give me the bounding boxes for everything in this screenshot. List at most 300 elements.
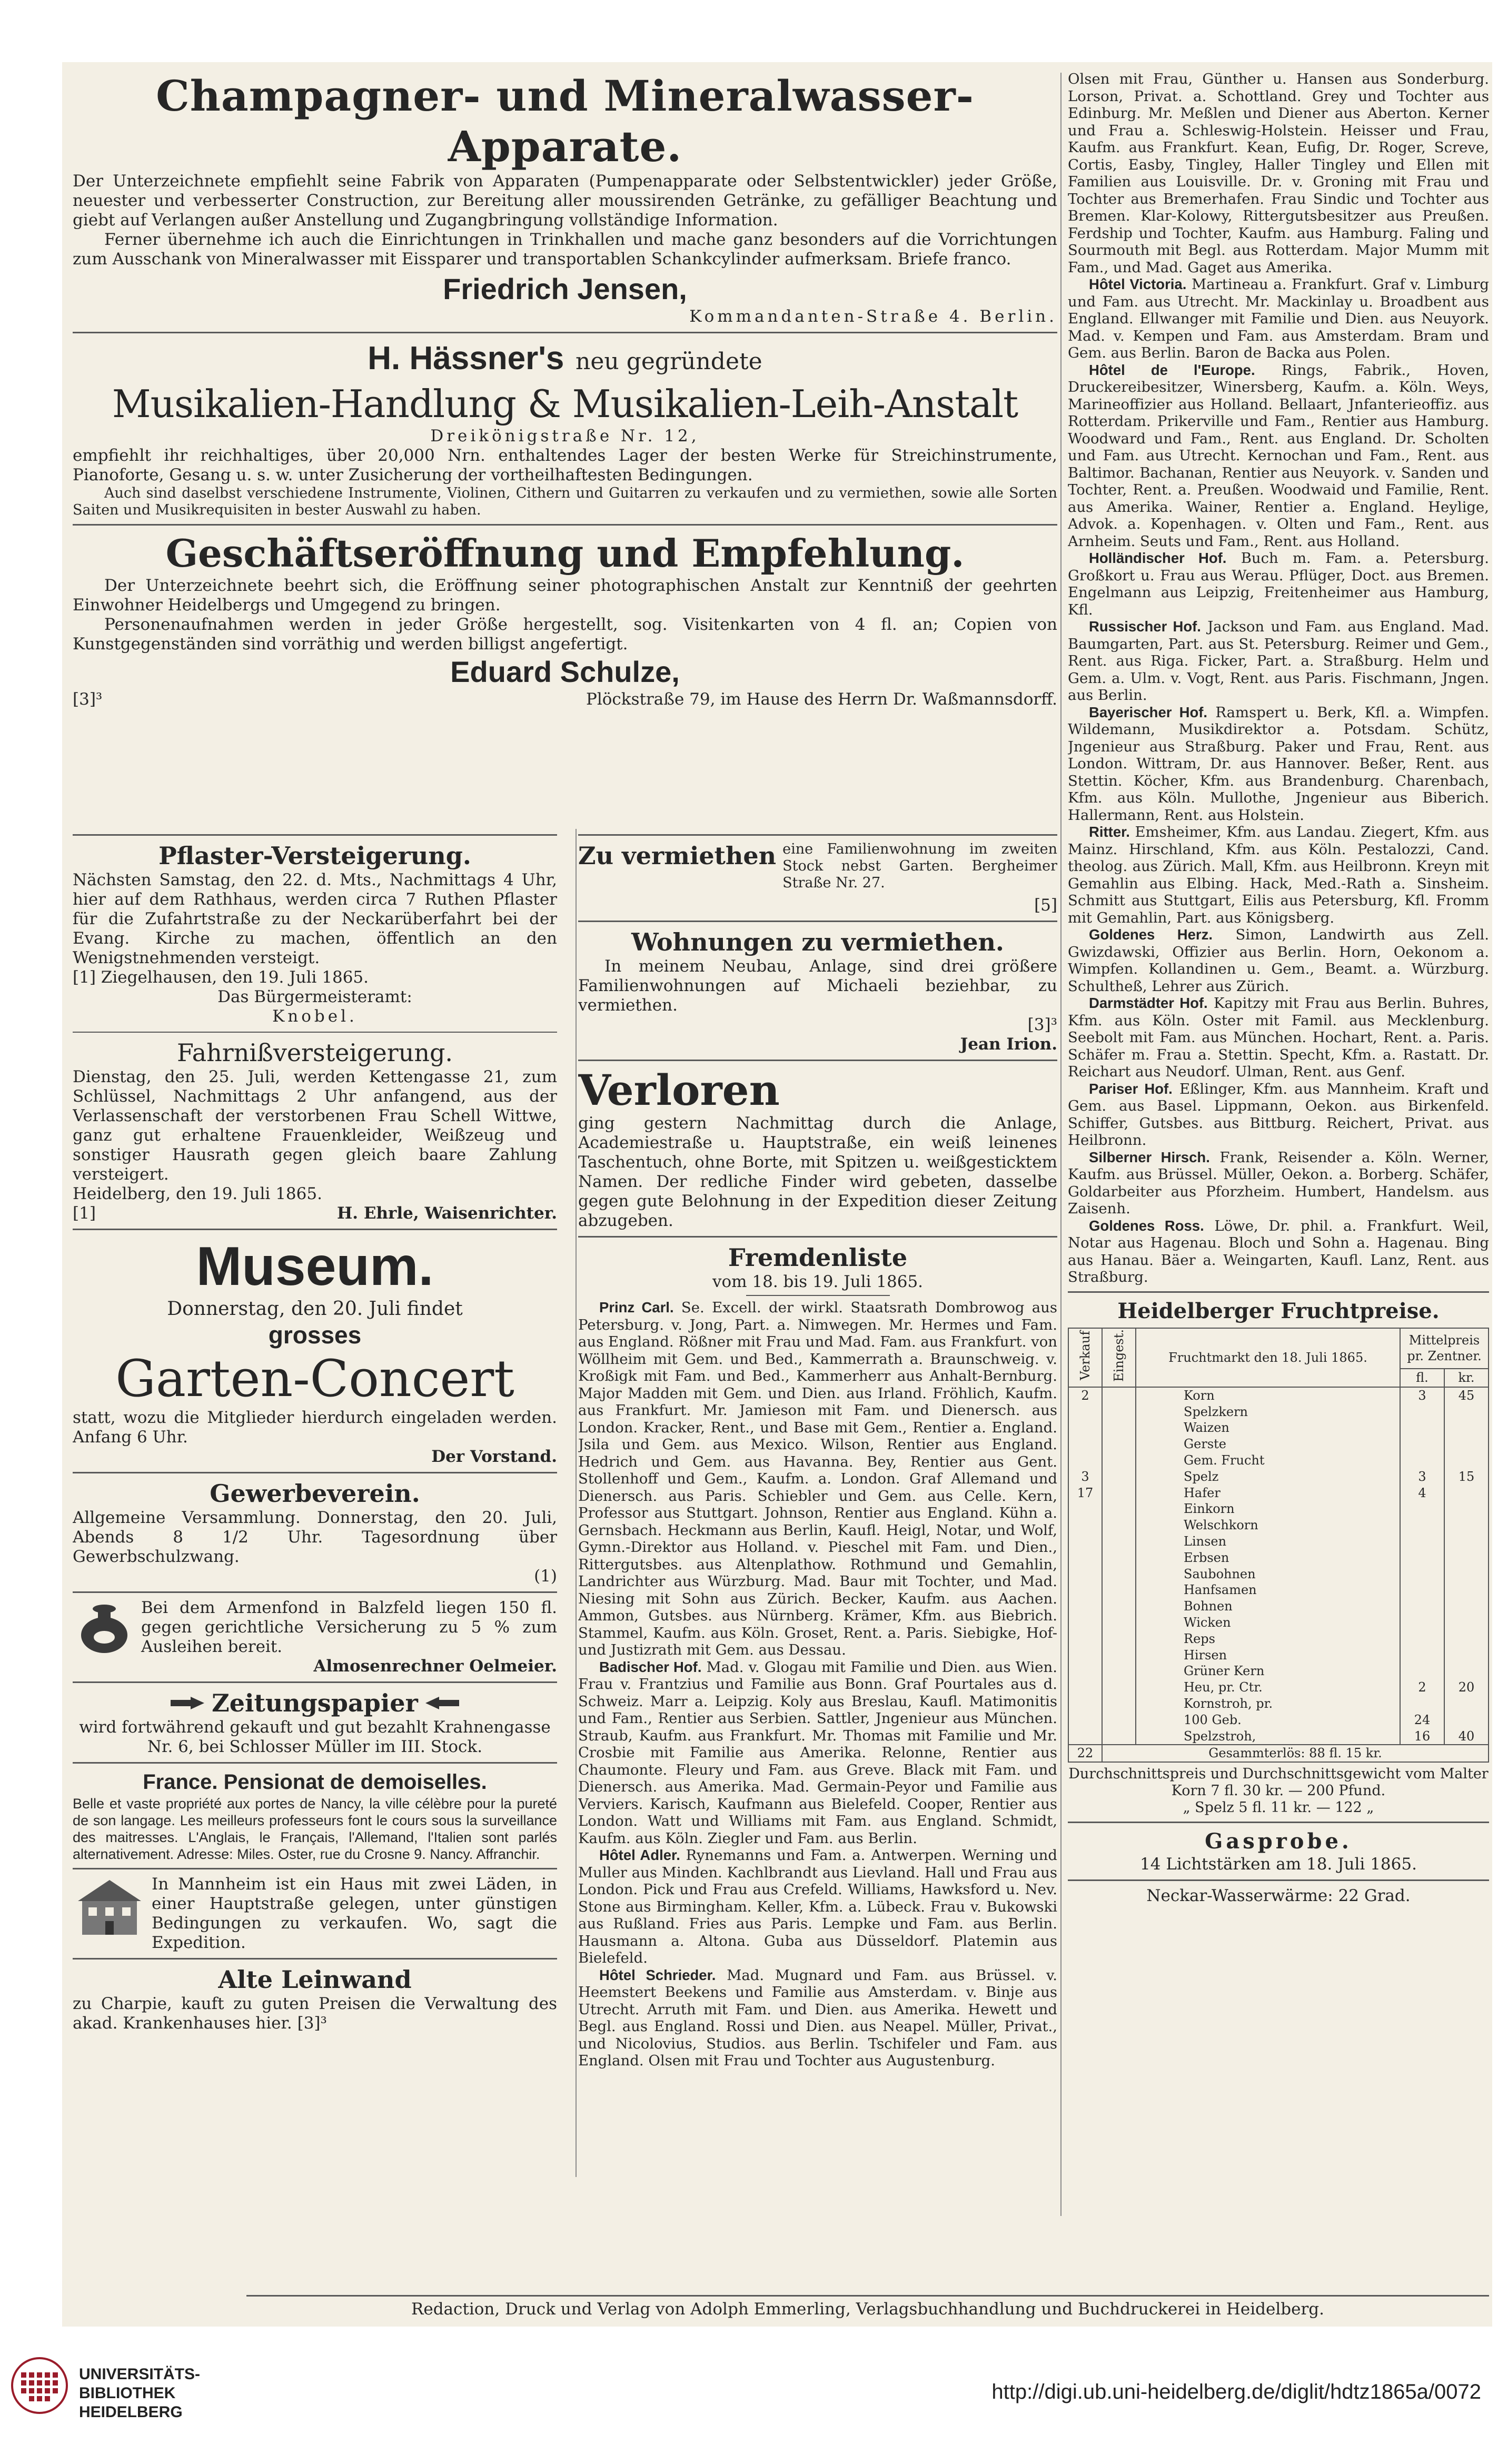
frucht-cell-eingest xyxy=(1102,1582,1136,1598)
pflaster-date-line xyxy=(73,968,557,987)
gewerbe-ad xyxy=(73,1479,557,1586)
column-rule xyxy=(1060,73,1062,2216)
fahrniss-ref: [1] xyxy=(73,1204,96,1223)
haessner-text-2: Auch sind daselbst verschiedene Instrumente, Violinen, Cithern und Guitarren zu verkaufen und zu vermiethen, sowie alle Sorten Saiten und Musikrequisiten in bester Auswahl zu haben. xyxy=(73,485,1057,518)
frucht-cell-fl xyxy=(1400,1501,1444,1517)
frucht-cell-verkauf: 2 xyxy=(1068,1387,1102,1404)
frucht-cell-eingest xyxy=(1102,1387,1136,1404)
vermiethen-text: eine Familienwohnung im zweiten Stock nebst Garten. Bergheimer Straße Nr. 27. xyxy=(782,841,1057,891)
fahrniss-title: Fahrnißversteigerung. xyxy=(176,1038,453,1067)
frucht-cell-eingest xyxy=(1102,1566,1136,1582)
fahrniss-text: Dienstag, den 25. Juli, werden Kettengasse 21, zum Schlüssel, Nachmittags 2 Uhr anfangend, aus der Verlassenschaft der verstorbenen Frau Schell Wittwe, ganz gut erhaltene Frauenkleider, Weißzeug und sonstiger Hausrath gegen gleich baare Zahlung versteigert. xyxy=(73,1067,557,1184)
frucht-cell-kr: 45 xyxy=(1444,1387,1489,1404)
frucht-row xyxy=(1068,1582,1489,1598)
fremden-entry xyxy=(578,1299,1057,1659)
divider xyxy=(578,1060,1057,1061)
frucht-cell-verkauf: 3 xyxy=(1068,1468,1102,1485)
museum-title: Museum. xyxy=(196,1236,434,1297)
frucht-cell-fl xyxy=(1400,1533,1444,1550)
schulze-address: Plöckstraße 79, im Hause des Herrn Dr. Waßmannsdorff. xyxy=(586,690,1057,709)
champagner-text-2: Ferner übernehme ich auch die Einrichtungen in Trinkhallen und mache ganz besonders auf die Vorrichtungen zum Ausschank von Mineralwasser mit Eissparer und transportablen Schankcylinder aufmerksam. Briefe franco. xyxy=(73,230,1057,269)
armenfond-text: Bei dem Armenfond in Balzfeld liegen 150 fl. gegen gerichtliche Versicherung zu 5 % zum Ausleihen bereit. xyxy=(141,1598,557,1656)
frucht-cell-name: Linsen xyxy=(1136,1533,1400,1550)
frucht-cell-eingest xyxy=(1102,1549,1136,1566)
guest-list: Emsheimer, Kfm. aus Landau. Ziegert, Kfm. aus Mainz. Hirschland, Kfm. aus Köln. Pestalozzi, Cand. theolog. aus Zürich. Mall, Kfm. aus Heilbronn. Kreyn mit Gemahlin aus Elbing. Hack, Med.-Rath a. Sinsheim. Schmitt aus Stuttgart, Eilis aus Petersburg, Kfl. Fromm mit Gemahlin, Part. aus Königsberg. xyxy=(1068,824,1489,926)
divider xyxy=(73,1229,557,1230)
fahrniss-ad xyxy=(73,1038,557,1223)
frucht-cell-kr xyxy=(1444,1663,1489,1679)
frucht-cell-name: Einkorn xyxy=(1136,1501,1400,1517)
frucht-cell-name: Heu, pr. Ctr. xyxy=(1136,1679,1400,1696)
hotel-name: Badischer Hof. xyxy=(599,1658,702,1675)
frucht-cell-kr xyxy=(1444,1403,1489,1420)
frucht-cell-kr: 40 xyxy=(1444,1728,1489,1745)
mannheim-ad xyxy=(73,1875,557,1953)
leinwand-body: zu Charpie, kauft zu guten Preisen die Verwaltung des akad. Krankenhauses hier. xyxy=(73,1994,557,2033)
frucht-cell-fl: 4 xyxy=(1400,1485,1444,1501)
schulze-text-1: Der Unterzeichnete beehrt sich, die Eröffnung seiner photographischen Anstalt zur Kenntniß der geehrten Einwohner Heidelbergs und Umgegend zu bringen. xyxy=(73,576,1057,615)
frucht-cell-verkauf xyxy=(1068,1403,1102,1420)
fremden-entry xyxy=(1068,550,1489,618)
leinwand-title: Alte Leinwand xyxy=(218,1965,412,1994)
schulze-ad xyxy=(73,531,1057,709)
wohnungen-ad xyxy=(578,927,1057,1054)
imprint-text: Redaction, Druck und Verlag von Adolph Emmerling, Verlagsbuchhandlung und Buchdruckerei in Heidelberg. xyxy=(411,2300,1324,2319)
guest-list: Jackson und Fam. aus England. Mad. Baumgarten, Part. aus St. Petersburg. Reimer und Gem., Rent. aus Riga. Ficker, Part. a. Straßburg. Helm und Gem. a. Ulm. v. Vogt, Rent. aus Paris. Fischmann, Jngen. aus Berlin. xyxy=(1068,618,1489,704)
frucht-row xyxy=(1068,1598,1489,1615)
frucht-row xyxy=(1068,1485,1489,1501)
frucht-cell-verkauf xyxy=(1068,1711,1102,1728)
pflaster-date: Ziegelhausen, den 19. Juli 1865. xyxy=(101,968,369,987)
frucht-cell-fl xyxy=(1400,1436,1444,1452)
haessner-title xyxy=(73,339,1057,381)
frucht-cell-fl xyxy=(1400,1630,1444,1647)
frucht-cell-eingest xyxy=(1102,1615,1136,1631)
frucht-cell-eingest xyxy=(1102,1517,1136,1533)
pflaster-title: Pflaster-Versteigerung. xyxy=(158,842,471,870)
vermiethen-ref: [5] xyxy=(1034,896,1057,915)
frucht-cell-fl xyxy=(1400,1615,1444,1631)
frucht-cell-verkauf xyxy=(1068,1582,1102,1598)
frucht-cell-name: Hanfsamen xyxy=(1136,1582,1400,1598)
frucht-cell-verkauf xyxy=(1068,1696,1102,1712)
frucht-cell-verkauf xyxy=(1068,1533,1102,1550)
haessner-street: Dreikönigstraße Nr. 12, xyxy=(430,427,700,446)
divider xyxy=(73,1032,557,1033)
fremdenliste-date: vom 18. bis 19. Juli 1865. xyxy=(712,1272,924,1291)
pflaster-ad xyxy=(73,841,557,1026)
frucht-cell-fl: 24 xyxy=(1400,1711,1444,1728)
haessner-title-2: Musikalien-Handlung & Musikalien-Leih-Anstalt xyxy=(112,382,1018,426)
champagner-ad xyxy=(73,71,1057,326)
frucht-cell-kr xyxy=(1444,1566,1489,1582)
frucht-cell-eingest xyxy=(1102,1485,1136,1501)
pflaster-office: Das Bürgermeisteramt: xyxy=(217,987,412,1006)
hotel-name: Goldenes Ross. xyxy=(1089,1217,1204,1234)
frucht-cell-eingest xyxy=(1102,1468,1136,1485)
guest-list: Buch m. Fam. a. Petersburg. Großkort u. Frau aus Werau. Pflüger, Doct. aus Bremen. Engelmann aus Leipzig, Freitenheimer aus Hamburg, Kfl. xyxy=(1068,550,1489,618)
hotel-name: Hôtel Victoria. xyxy=(1089,276,1187,292)
divider xyxy=(73,1591,557,1593)
hotel-name: Hôtel Schrieder. xyxy=(599,1966,716,1983)
frucht-cell-eingest xyxy=(1102,1598,1136,1615)
wohnungen-title: Wohnungen zu vermiethen. xyxy=(631,928,1004,956)
frucht-cell-fl xyxy=(1400,1452,1444,1469)
pflaster-signer: Knobel. xyxy=(272,1007,358,1026)
divider xyxy=(73,1958,557,1960)
frucht-cell-eingest xyxy=(1102,1501,1136,1517)
fremden-entry xyxy=(1068,71,1489,276)
library-name-1: UNIVERSITÄTS- xyxy=(79,2366,201,2383)
wohnungen-signer: Jean Irion. xyxy=(960,1035,1057,1054)
frucht-cell-kr xyxy=(1444,1615,1489,1631)
frucht-row xyxy=(1068,1403,1489,1420)
frucht-row xyxy=(1068,1728,1489,1745)
divider xyxy=(73,332,1057,333)
frucht-row xyxy=(1068,1647,1489,1663)
fremden-entry xyxy=(1068,1149,1489,1218)
divider xyxy=(1068,1822,1489,1823)
frucht-cell-fl xyxy=(1400,1549,1444,1566)
gasprobe-section xyxy=(1068,1828,1489,1874)
frucht-row xyxy=(1068,1436,1489,1452)
haessner-ad xyxy=(73,339,1057,519)
frucht-cell-name: Spelz xyxy=(1136,1468,1400,1485)
hotel-name: Darmstädter Hof. xyxy=(1089,995,1208,1011)
frucht-spelz: „ Spelz 5 fl. 11 kr. — 122 „ xyxy=(1183,1799,1374,1816)
hotel-name: Prinz Carl. xyxy=(599,1299,674,1315)
frucht-cell-kr xyxy=(1444,1436,1489,1452)
divider xyxy=(73,834,557,836)
pflaster-ref: [1] xyxy=(73,968,96,987)
guest-list: Frank, Reisender a. Köln. Werner, Kaufm. aus Brüssel. Müller, Oekon. a. Borberg. Schäfer, Goldarbeiter aus Pforzheim. Humbert, Handelsm. aus Zaisenh. xyxy=(1068,1149,1489,1217)
divider xyxy=(578,1236,1057,1238)
frucht-cell-name: Bohnen xyxy=(1136,1598,1400,1615)
divider xyxy=(1068,1291,1489,1293)
museum-concert: Garten-Concert xyxy=(115,1349,514,1408)
fremden-entry xyxy=(1068,276,1489,362)
haessner-subtitle: neu gegründete xyxy=(576,348,762,375)
pointing-hand-icon xyxy=(170,1693,206,1714)
frucht-cell-name: Saubohnen xyxy=(1136,1566,1400,1582)
frucht-cell-kr: 15 xyxy=(1444,1468,1489,1485)
frucht-cell-kr xyxy=(1444,1452,1489,1469)
armenfond-signer: Almosenrechner Oelmeier. xyxy=(313,1657,557,1676)
frucht-cell-verkauf xyxy=(1068,1501,1102,1517)
library-logo xyxy=(11,2346,232,2451)
frucht-row xyxy=(1068,1615,1489,1631)
frucht-row xyxy=(1068,1387,1489,1404)
divider xyxy=(73,1681,557,1683)
hotel-name: Bayerischer Hof. xyxy=(1089,704,1208,720)
frucht-col-mittel: Mittelpreis pr. Zentner. xyxy=(1400,1328,1489,1369)
guest-list: Ramspert u. Berk, Kfl. a. Wimpfen. Wildemann, Musikdirektor a. Potsdam. Schütz, Jngenieur aus Straßburg. Paker und Frau, Rent. aus London. Wittram, Dr. aus Hannover. Beßer, Rent. aus Stettin. Köcher, Kfm. aus Brandenburg. Charenbach, Kfm. aus Köln. Mullothe, Jngenieur aus Biberich. Hallermann, Rent. aus Holstein. xyxy=(1068,704,1489,824)
gewerbe-ref: (1) xyxy=(534,1567,557,1586)
vermiethen-ad xyxy=(578,841,1057,892)
zeitung-ad xyxy=(73,1688,557,1757)
fahrniss-date: Heidelberg, den 19. Juli 1865. xyxy=(73,1184,322,1203)
frucht-cell-name: Hafer xyxy=(1136,1485,1400,1501)
hotel-name: Goldenes Herz. xyxy=(1089,926,1213,943)
frucht-cell-name: Wicken xyxy=(1136,1615,1400,1631)
guest-list: Mad. Mugnard und Fam. aus Brüssel. v. Heemstert Beekens und Familie aus Amsterdam. v. Binje aus Utrecht. Arruth mit Fam. und Dien. aus Amerika. Hewett und Begl. aus England. Rossi und Dien. aus Neapel. Müller, Privat., und Nicolovius, Studios. aus Berlin. Tschifeler und Fam. aus England. Olsen mit Frau und Tochter aus Augustenburg. xyxy=(578,1966,1057,2069)
frucht-cell-verkauf xyxy=(1068,1679,1102,1696)
guest-list: Se. Excell. der wirkl. Staatsrath Dombrowog aus Petersburg. v. Jong, Part. a. Nimwegen. Mr. Hermes und Fam. aus England. Rößner mit Frau und Mad. Fam. aus Frankfurt. von Wöllheim mit Gem. und Bed., Kammerrath a. Braunschweig. v. Kroßigk mit Fam. und Bed., Kammerherr aus Anhalt-Bernburg. Major Madden mit Gem. und Dien. aus Irland. Fröhlich, Kaufm. aus Frankfurt. Mr. Jamieson mit Fam. und Dienersch. aus London. Kracker, Rent., und Base mit Gem., Rentier a. England. Jsila und Gem. aus Mexico. Wilson, Rentier aus England. Hedrich und Gem. aus Havanna. Bey, Rentier aus Gent. Stollenhoff und Gem., Kaufm. a. London. Graf Allemand und Dienersch. aus Paris. Schiebler und Gem. aus Celle. Kern, Professor aus Stuttgart. Johnson, Rentier aus England. Kühn a. Gernsbach. Heckmann aus Berlin, Kaufl. Heigl, Notar, und Wolf, Gymn.-Direktor aus Holland. v. Pieschel mit Fam. und Dien., Rittergutsbes. aus Altenplathow. Rothmund und Gemahlin, Landrichter aus Würzburg. Mad. Baur mit Tochter, und Mad. Niesing mit Sohn aus Zürich. Becker, Kaufm. aus Aachen. Ammon, Gutsbes. aus Nürnberg. Krämer, Kfm. aus Biebrich. Stammel, Kaufm. aus Köln. Groset, Rent. a. Paris. Siebigke, Hof- und Justizrath mit Gem. aus Dessau. xyxy=(578,1299,1057,1658)
left-subcolumn-a xyxy=(73,829,557,2203)
frucht-cell-eingest xyxy=(1102,1420,1136,1436)
haessner-text-1: empfiehlt ihr reichhaltiges, über 20,000 Nrn. enthaltendes Lager der besten Werke für Streichinstrumente, Pianoforte, Gesang u. s. w. unter Zusicherung der vortheilhaftesten Bedingungen. xyxy=(73,446,1057,484)
zeitung-text: wird fortwährend gekauft und gut bezahlt Krahnengasse Nr. 6, bei Schlosser Müller im III. Stock. xyxy=(79,1718,551,1756)
frucht-cell-name: Korn xyxy=(1136,1387,1400,1404)
frucht-row xyxy=(1068,1533,1489,1550)
frucht-cell-fl xyxy=(1400,1517,1444,1533)
verloren-ad xyxy=(578,1066,1057,1231)
frucht-cell-kr xyxy=(1444,1501,1489,1517)
frucht-table xyxy=(1068,1328,1489,1763)
frucht-cell-kr xyxy=(1444,1533,1489,1550)
guest-list: Simon, Landwirth aus Zell. Gwizdawski, Offizier aus Berlin. Horn, Oekonom a. Wimpfen. Kollandinen u. Gem., Beamt. a. Würzburg. Schultheß, Lehrer aus Zürich. xyxy=(1068,926,1489,995)
pointing-hand-icon xyxy=(423,1693,460,1714)
frucht-cell-name: Kornstroh, pr. xyxy=(1136,1696,1400,1712)
frucht-cell-name: Waizen xyxy=(1136,1420,1400,1436)
frucht-cell-eingest xyxy=(1102,1679,1136,1696)
page-url[interactable]: http://digi.ub.uni-heidelberg.de/diglit/hdtz1865a/0072 xyxy=(991,2380,1481,2403)
frucht-title: Heidelberger Fruchtpreise. xyxy=(1117,1298,1440,1323)
frucht-col-markt: Fruchtmarkt den 18. Juli 1865. xyxy=(1136,1328,1400,1387)
right-column xyxy=(1068,71,1489,2230)
house-icon xyxy=(73,1875,146,1938)
armenfond-ad xyxy=(73,1598,557,1676)
guest-list: Rings, Fabrik., Hoven, Druckereibesitzer, Winersberg, Kaufm. a. Köln. Weys, Marineoffizier aus Holland. Bellaart, Jnfanterieoffiz. aus Rotterdam. Prikerville und Fam., Rentier aus Hamburg. Woodward und Fam., Rent. aus England. Dr. Scholten und Fam. aus Utrecht. Kernochan und Fam., Rent. aus Baltimor. Bachanan, Rentier aus Neuyork. v. Sanden und Tochter, Rent. a. Preußen. Woodwaid und Familie, Rent. aus Amerika. Wainer, Rentier a. England. Heylige, Advok. a. Kopenhagen. v. Olten und Fam., Rent. aus Arnheim. Seuts und Fam., Rent. aus Holland. xyxy=(1068,361,1489,550)
frucht-col-verkauf-label: Verkauf xyxy=(1078,1331,1093,1380)
divider xyxy=(246,2295,1489,2297)
frucht-cell-fl xyxy=(1400,1582,1444,1598)
frucht-cell-verkauf xyxy=(1068,1598,1102,1615)
leinwand-ref: [3]³ xyxy=(297,2014,327,2033)
museum-grosses: grosses xyxy=(268,1321,362,1349)
fremdenliste-entries xyxy=(578,1299,1057,2070)
frucht-cell-name: Erbsen xyxy=(1136,1549,1400,1566)
frucht-row xyxy=(1068,1420,1489,1436)
gewerbe-title: Gewerbeverein. xyxy=(210,1479,420,1508)
frucht-unit-fl: fl. xyxy=(1400,1369,1444,1387)
frucht-cell-eingest xyxy=(1102,1728,1136,1745)
left-column xyxy=(73,71,1057,2203)
frucht-cell-verkauf xyxy=(1068,1647,1102,1663)
left-subcolumn-b xyxy=(578,829,1057,2203)
frucht-cell-kr xyxy=(1444,1517,1489,1533)
champagner-name: Friedrich Jensen, xyxy=(443,272,687,305)
frucht-row xyxy=(1068,1711,1489,1728)
money-bag-icon xyxy=(73,1598,136,1656)
frucht-cell-kr xyxy=(1444,1582,1489,1598)
divider xyxy=(1068,1879,1489,1881)
zeitung-title: Zeitungspapier xyxy=(212,1689,418,1717)
fremden-entry xyxy=(578,1659,1057,1847)
frucht-row xyxy=(1068,1452,1489,1469)
wohnungen-ref: [3]³ xyxy=(1027,1015,1057,1034)
frucht-cell-verkauf xyxy=(1068,1630,1102,1647)
france-title: France. Pensionat de demoiselles. xyxy=(143,1770,487,1794)
frucht-cell-verkauf xyxy=(1068,1436,1102,1452)
library-name-2: BIBLIOTHEK xyxy=(79,2384,176,2402)
hotel-name: Holländischer Hof. xyxy=(1089,550,1227,566)
frucht-cell-eingest xyxy=(1102,1696,1136,1712)
frucht-cell-eingest xyxy=(1102,1711,1136,1728)
verloren-text: ging gestern Nachmittag durch die Anlage, Academiestraße u. Hauptstraße, ein weiß leinenes Taschentuch, ohne Borte, mit Spitzen u. weißgesticktem Namen. Der redliche Finder wird gebeten, dasselbe gegen gute Belohnung in der Expedition dieser Zeitung abzugeben. xyxy=(578,1114,1057,1230)
frucht-unit-kr: kr. xyxy=(1444,1369,1489,1387)
vermiethen-title: Zu vermiethen xyxy=(578,842,777,870)
column-rule xyxy=(576,829,577,2177)
hotel-name: Hôtel Adler. xyxy=(599,1847,680,1863)
frucht-cell-kr xyxy=(1444,1549,1489,1566)
frucht-cell-name: Hirsen xyxy=(1136,1647,1400,1663)
frucht-cell-fl xyxy=(1400,1566,1444,1582)
newspaper-page xyxy=(62,62,1492,2327)
frucht-row xyxy=(1068,1663,1489,1679)
fahrniss-signer: H. Ehrle, Waisenrichter. xyxy=(336,1204,557,1223)
frucht-cell-name: Gem. Frucht xyxy=(1136,1452,1400,1469)
fremden-entry xyxy=(1068,1081,1489,1149)
mannheim-text: In Mannheim ist ein Haus mit zwei Läden, in einer Hauptstraße gelegen, unter günstigen Bedingungen zu verkaufen. Wo, sagt die Expedition. xyxy=(152,1875,557,1952)
frucht-total-verkauf: 22 xyxy=(1068,1745,1102,1762)
guest-list: Mad. v. Glogau mit Familie und Dien. aus Wien. Frau v. Frantzius und Familie aus Bonn. Graf Pourtales aus d. Schweiz. Marr a. Leipzig. Koly aus Breslau, Kaufl. Matimonitis und Fam., Rentier aus Serbien. Sattler, Jngenieur aus München. Straub, Kaufm. aus Frankfurt. Mr. Thomas mit Familie und Mr. Crosbie mit Familie aus Amerika. Relonne, Rentier aus Chaumonte. Fleury und Fam. aus Greve. Black mit Fam. und Dienersch. aus Amerika. Mad. Germain-Peyor und Familie aus Verviers. Karisch, Kaufmann aus Bielefeld. Cooper, Rentier aus London. Watt und Williams mit Fam. aus England. Schmidt, Kaufm. aus Köln. Ziegler und Fam. aus Berlin. xyxy=(578,1658,1057,1847)
champagner-text-1: Der Unterzeichnete empfiehlt seine Fabrik von Apparaten (Pumpenapparate oder Selbstentwickler) jeder Größe, neuester und verbesserter Construction, zur Bereitung aller moussirenden Getränke, zu gefälliger Beachtung und giebt auf Verlangen außer Anstellung und Zugangbringung vollständige Information. xyxy=(73,172,1057,230)
museum-line-1: Donnerstag, den 20. Juli findet xyxy=(167,1298,463,1320)
imprint xyxy=(246,2295,1489,2319)
frucht-cell-fl: 3 xyxy=(1400,1468,1444,1485)
france-text: Belle et vaste propriété aux portes de Nancy, la ville célèbre pour la pureté de son langage. Les meilleurs professeurs font le cours sous la surveillance des maitresses. L'Anglais, le Français, l'Allemand, l'Italien sont parlés alternativement. Adresse: Miles. Oster, rue du Crosne 9. Nancy. Affranchir. xyxy=(73,1796,557,1862)
divider xyxy=(578,921,1057,922)
fremden-entry xyxy=(1068,995,1489,1081)
hotel-name: Silberner Hirsch. xyxy=(1089,1149,1210,1165)
frucht-cell-fl xyxy=(1400,1696,1444,1712)
frucht-cell-verkauf xyxy=(1068,1566,1102,1582)
frucht-cell-eingest xyxy=(1102,1436,1136,1452)
frucht-cell-kr xyxy=(1444,1420,1489,1436)
frucht-rows xyxy=(1068,1387,1489,1745)
guest-list: Rynemanns und Fam. a. Antwerpen. Werning und Muller aus Minden. Kachlbrandt aus Lievland. Hall und Frau aus London. Pick und Frau aus Crefeld. Williams, Hawksford u. Nev. Stone aus Birmingham. Keller, Kfm. a. Lübeck. Frau v. Bukowski aus Rußland. Fries aus Paris. Lempke und Fam. aus Berlin. Hausmann a. Altona. Guba aus Düsseldorf. Platemin aus Bielefeld. xyxy=(578,1847,1057,1966)
frucht-cell-name: Gerste xyxy=(1136,1436,1400,1452)
frucht-cell-eingest xyxy=(1102,1663,1136,1679)
frucht-cell-fl: 16 xyxy=(1400,1728,1444,1745)
frucht-total: Gesammterlös: 88 fl. 15 kr. xyxy=(1102,1745,1489,1762)
fremden-entry xyxy=(1068,618,1489,704)
frucht-col-eingest xyxy=(1102,1328,1136,1387)
frucht-cell-verkauf xyxy=(1068,1728,1102,1745)
frucht-cell-kr xyxy=(1444,1711,1489,1728)
museum-ad xyxy=(73,1235,557,1467)
frucht-cell-eingest xyxy=(1102,1533,1136,1550)
schulze-ref: [3]³ xyxy=(73,690,103,709)
divider xyxy=(73,1472,557,1473)
frucht-cell-name: Grüner Kern xyxy=(1136,1663,1400,1679)
frucht-cell-verkauf xyxy=(1068,1549,1102,1566)
frucht-cell-eingest xyxy=(1102,1647,1136,1663)
frucht-cell-verkauf xyxy=(1068,1420,1102,1436)
guest-list: Eßlinger, Kfm. aus Mannheim. Kraft und Gem. aus Basel. Lippmann, Oekon. aus Birkenfeld. Schiffer, Gutsbes. aus Bittburg. Reichert, Privat. aus Heilbronn. xyxy=(1068,1080,1489,1149)
frucht-cell-name: Spelzstroh, xyxy=(1136,1728,1400,1745)
frucht-cell-fl xyxy=(1400,1663,1444,1679)
frucht-cell-fl: 2 xyxy=(1400,1679,1444,1696)
fremden-entry xyxy=(1068,1218,1489,1286)
museum-text: statt, wozu die Mitglieder hierdurch eingeladen werden. Anfang 6 Uhr. xyxy=(73,1408,557,1447)
fremden-entry xyxy=(578,1967,1057,2070)
divider xyxy=(73,524,1057,526)
library-name-3: HEIDELBERG xyxy=(79,2403,183,2421)
frucht-cell-verkauf xyxy=(1068,1615,1102,1631)
museum-signer: Der Vorstand. xyxy=(431,1447,557,1466)
frucht-cell-eingest xyxy=(1102,1452,1136,1469)
divider xyxy=(73,1762,557,1764)
frucht-cell-eingest xyxy=(1102,1630,1136,1647)
frucht-row xyxy=(1068,1468,1489,1485)
frucht-cell-fl xyxy=(1400,1647,1444,1663)
neckar-temperature: Neckar-Wasserwärme: 22 Grad. xyxy=(1146,1886,1411,1905)
divider xyxy=(746,1295,890,1296)
frucht-row xyxy=(1068,1549,1489,1566)
frucht-row xyxy=(1068,1566,1489,1582)
champagner-address: Kommandanten-Straße 4. Berlin. xyxy=(689,307,1057,326)
france-ad xyxy=(73,1769,557,1863)
fremdenliste-continued xyxy=(1068,71,1489,1286)
guest-list: Olsen mit Frau, Günther u. Hansen aus Sonderburg. Lorson, Privat. a. Schottland. Grey und Tochter aus Edinburg. Mr. Meßlen und Diener aus Aberton. Kerner und Frau a. Schleswig-Holstein. Heisser und Frau, Kaufm. aus Frankfurt. Kean, Eufig, Dr. Roger, Screve, Cortis, Easby, Tingley, Haller Tingley und Ellen mit Familien aus Louisville. Dr. v. Groning mit Frau und Tochter aus Bremerhafen. Frau Sindic und Tochter aus Bremen. Klar-Kolowy, Rittergutsbesitzer aus Preußen. Ferdship und Tochter, Kaufm. aus Hamburg. Faling und Sourmouth mit Begl. aus Rotterdam. Major Mumm mit Fam., und Mad. Gaget aus Amerika. xyxy=(1068,71,1489,276)
frucht-cell-fl: 3 xyxy=(1400,1387,1444,1404)
hotel-name: Ritter. xyxy=(1089,824,1130,840)
frucht-cell-eingest xyxy=(1102,1403,1136,1420)
fremdenliste xyxy=(578,1243,1057,2070)
guest-list: Kapitzy mit Frau aus Berlin. Buhres, Kfm. aus Köln. Oster mit Famil. aus Mecklenburg. Seebolt mit Fam. aus München. Hochart, Rent. a. Paris. Schäfer m. Frau a. Stettin. Specht, Kfm. a. Rastatt. Dr. Reichart aus Neudorf. Ulman, Rent. aus Genf. xyxy=(1068,995,1489,1080)
frucht-row xyxy=(1068,1517,1489,1533)
fremden-entry xyxy=(1068,824,1489,926)
frucht-cell-fl xyxy=(1400,1403,1444,1420)
frucht-col-verkauf xyxy=(1068,1328,1102,1387)
frucht-cell-name: Spelzkern xyxy=(1136,1403,1400,1420)
gasprobe-text: 14 Lichtstärken am 18. Juli 1865. xyxy=(1140,1854,1417,1874)
frucht-cell-kr: 20 xyxy=(1444,1679,1489,1696)
gewerbe-text: Allgemeine Versammlung. Donnerstag, den 20. Juli, Abends 8 1/2 Uhr. Tagesordnung über Gewerbschulzwang. xyxy=(73,1508,557,1566)
hotel-name: Hôtel de l'Europe. xyxy=(1089,361,1255,378)
champagner-title: Champagner- und Mineralwasser-Apparate. xyxy=(156,71,974,171)
schulze-name: Eduard Schulze, xyxy=(450,655,680,688)
gasprobe-title: Gasprobe. xyxy=(1205,1828,1352,1854)
leinwand-text xyxy=(73,1994,557,2033)
fremden-entry xyxy=(1068,362,1489,550)
frucht-cell-kr xyxy=(1444,1647,1489,1663)
frucht-cell-kr xyxy=(1444,1485,1489,1501)
frucht-cell-fl xyxy=(1400,1598,1444,1615)
frucht-cell-verkauf xyxy=(1068,1517,1102,1533)
frucht-cell-verkauf xyxy=(1068,1452,1102,1469)
schulze-title: Geschäftseröffnung und Empfehlung. xyxy=(165,531,965,576)
frucht-row xyxy=(1068,1696,1489,1712)
frucht-cell-kr xyxy=(1444,1630,1489,1647)
frucht-row xyxy=(1068,1679,1489,1696)
divider xyxy=(578,834,1057,836)
pflaster-text: Nächsten Samstag, den 22. d. Mts., Nachmittags 4 Uhr, hier auf dem Rathhaus, werden circa 7 Ruthen Pflaster für die Zufahrtstraße zu der Neckarüberfahrt bei der Evang. Kirche zu machen, öffentlich an den Wenigstnehmenden versteigt. xyxy=(73,870,557,967)
frucht-cell-name: Welschkorn xyxy=(1136,1517,1400,1533)
guest-list: Löwe, Dr. phil. a. Frankfurt. Weil, Notar aus Hagenau. Bloch und Sohn a. Hagenau. Bing aus Hanau. Bäer a. Weingarten, Kaufl. Lanz, Rent. aus Straßburg. xyxy=(1068,1217,1489,1285)
fremdenliste-title: Fremdenliste xyxy=(728,1243,908,1272)
leinwand-ad xyxy=(73,1965,557,2033)
frucht-cell-kr xyxy=(1444,1696,1489,1712)
frucht-cell-verkauf xyxy=(1068,1663,1102,1679)
frucht-cell-kr xyxy=(1444,1598,1489,1615)
fremden-entry xyxy=(1068,704,1489,824)
frucht-row xyxy=(1068,1501,1489,1517)
frucht-cell-name: 100 Geb. xyxy=(1136,1711,1400,1728)
divider xyxy=(73,1868,557,1869)
